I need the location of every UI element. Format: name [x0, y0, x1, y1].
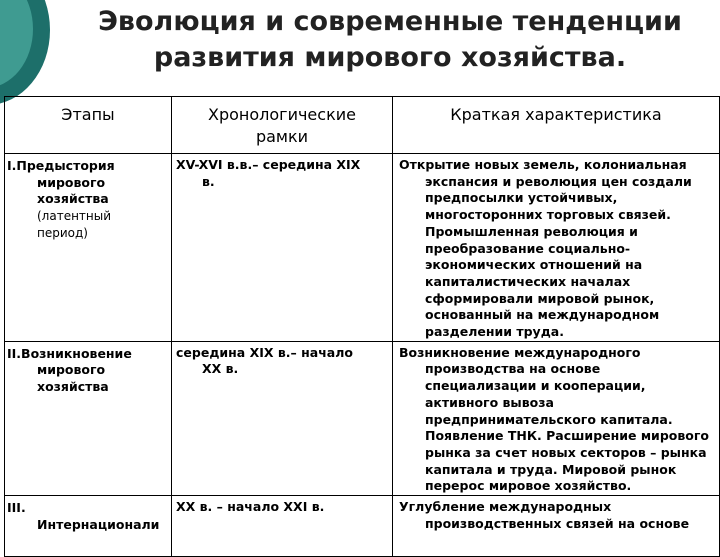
table-row — [5, 341, 720, 495]
stage-cell — [5, 496, 172, 557]
stage-line: мирового — [37, 362, 106, 378]
description-cell — [393, 496, 720, 557]
description-cell — [393, 154, 720, 342]
evolution-table — [4, 96, 720, 557]
description-text: производственных связей на основе — [425, 515, 690, 531]
chronology-line: в. — [202, 173, 215, 189]
chronology-line: XX в. — [202, 361, 239, 377]
corner-decoration — [0, 0, 60, 110]
stage-cell — [5, 154, 172, 342]
table-row — [5, 496, 720, 557]
header-chronology: Хронологические рамки — [172, 97, 393, 154]
description-cell — [393, 341, 720, 495]
stage-line: Интернационали — [37, 516, 160, 532]
title-line-1: Эволюция и современные тенденции — [98, 6, 682, 37]
stage-cell — [5, 341, 172, 495]
table-row — [5, 154, 720, 342]
header-description: Краткая характеристика — [393, 97, 720, 154]
chronology-cell — [172, 496, 393, 557]
description-text: экспансия и революция цен создали предпосылки устойчивых, многосторонних торговых связей. Промышленная революция и преобразование социально-экономических отношений на капиталистических началах сформировали мировой рынок, основанный на международном разделении труда. — [425, 173, 692, 340]
stage-line: мирового — [37, 174, 106, 190]
description-first-line: Возникновение международного — [399, 344, 641, 360]
description-text: производства на основе специализации и кооперации, активного вывоза предпринимательского капитала. Появление ТНК. Расширение мирового рынка за счет новых секторов – рынка капитала и труда. Мировой рынок перерос мировое хозяйство. — [425, 361, 709, 494]
page-title — [60, 4, 720, 76]
stage-title: II.Возникновение — [7, 345, 132, 361]
table-header-row — [5, 97, 720, 154]
chronology-line: XV-XVI в.в.– середина XIX — [176, 157, 361, 172]
header-stages: Этапы — [5, 97, 172, 154]
chronology-line: XX в. – начало XXI в. — [176, 499, 325, 515]
stage-title: III. — [7, 500, 26, 516]
stage-title: I.Предыстория — [7, 158, 115, 173]
title-line-2: развития мирового хозяйства. — [153, 42, 627, 73]
stage-line: хозяйства — [37, 379, 109, 395]
description-first-line: Углубление международных — [399, 499, 612, 515]
chronology-line: середина XIX в.– начало — [176, 344, 353, 360]
chronology-cell — [172, 154, 393, 342]
stage-note: (латентный — [37, 209, 112, 224]
description-first-line: Открытие новых земель, колониальная — [399, 157, 687, 172]
stage-line: хозяйства — [37, 191, 109, 207]
stage-note: период) — [37, 225, 88, 240]
chronology-cell — [172, 341, 393, 495]
